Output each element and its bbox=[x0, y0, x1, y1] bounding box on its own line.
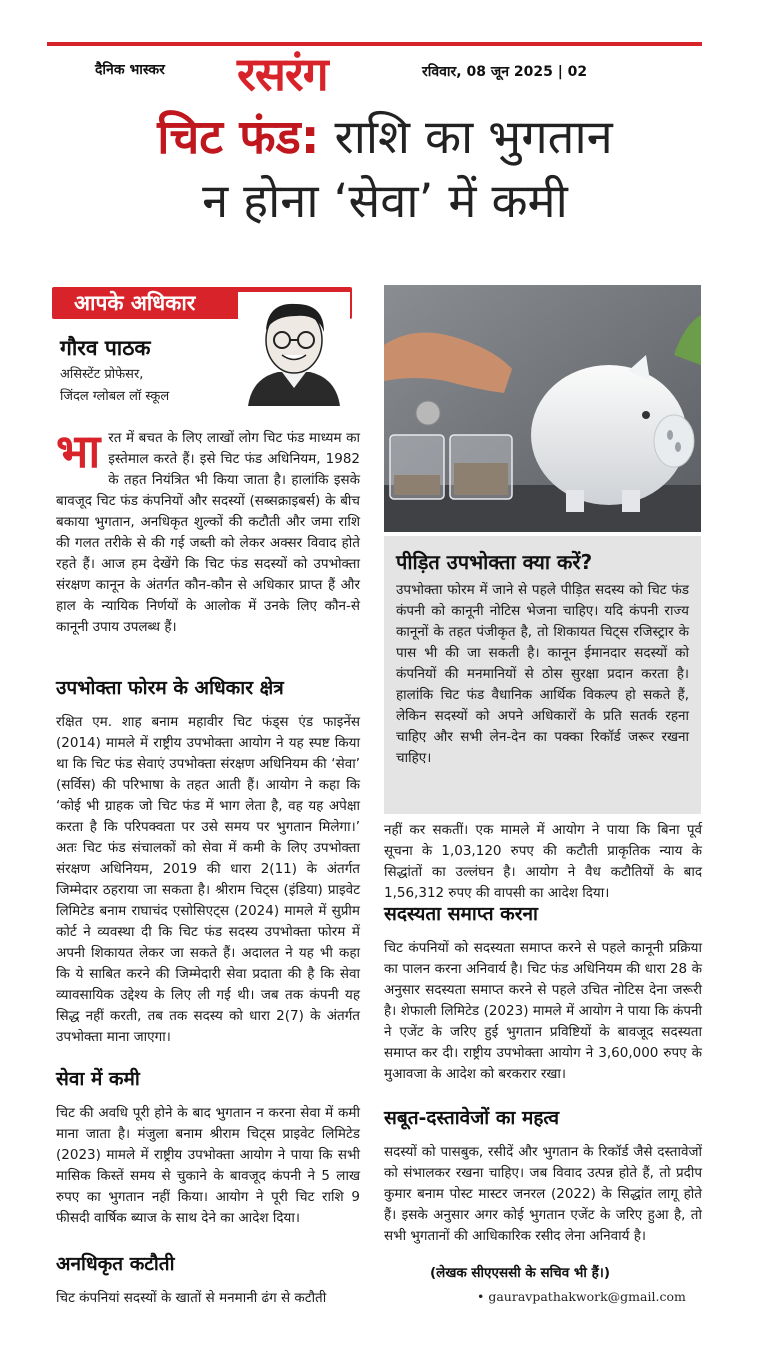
dropcap: भा bbox=[56, 424, 101, 478]
section-deduction-text: चिट कंपनियां सदस्यों के खातों से मनमानी ढंग से कटौती bbox=[56, 1290, 327, 1306]
headline-line-2: न होना ‘सेवा’ में कमी bbox=[202, 174, 568, 229]
section-membership-text: चिट कंपनियों को सदस्यता समाप्त करने से पहले कानूनी प्रक्रिया का पालन करना अनिवार्य है। चिट फंड अधिनियम की धारा 28 के अनुसार सदस्यता समाप्त करने से पहले उचित नोटिस देना जरूरी है। शेफाली लिमिटेड (2023) मामले में आयोग ने पाया कि कंपनी ने एजेंट के जरिए हुई भुगतान प्रविष्टियों के बावजूद सदस्यता समाप्त कर दी। राष्ट्रीय उपभोक्ता आयोग ने 3,60,000 रुपए के मुआवजा के आदेश को बरकरार रखा। bbox=[384, 940, 702, 1082]
intro-text: रत में बचत के लिए लाखों लोग चिट फंड माध्यम का इस्तेमाल करते हैं। इसे चिट फंड अधिनियम, 1982 के तहत नियंत्रित भी किया जाता है। हालांकि इसके बावजूद चिट फंड कंपनियों और सदस्यों (सब्सक्राइबर्स) के बीच बकाया भुगतान, अनधिकृत शुल्कों की कटौती और जमा राशि की गलत तरीके से की गई जब्ती को लेकर अक्सर विवाद होते रहते हैं। आज हम देखेंगे कि चिट फंड सदस्यों को उपभोक्ता संरक्षण कानून के अंतर्गत कौन-कौन से अधिकार प्राप्त हैं और हाल के न्यायिक निर्णयों के आलोक में उनके लिए कौन-से कानूनी उपाय उपलब्ध हैं। bbox=[56, 430, 360, 635]
column-tag-label: आपके अधिकार bbox=[74, 291, 196, 315]
author-portrait-icon bbox=[238, 292, 350, 406]
headline-rest: राशि का भुगतान bbox=[334, 110, 613, 165]
author-footnote: (लेखक सीएएससी के सचिव भी हैं।) bbox=[430, 1265, 611, 1281]
author-name: गौरव पाठक bbox=[60, 336, 151, 360]
paper-name: दैनिक भास्कर bbox=[95, 62, 165, 78]
section-heading-deficiency: सेवा में कमी bbox=[56, 1068, 140, 1090]
sidebar-box bbox=[384, 536, 701, 814]
section-heading-membership: सदस्यता समाप्त करना bbox=[384, 903, 538, 925]
section-forum-text: रक्षित एम. शाह बनाम महावीर चिट फंड्स एंड फाइनेंस (2014) मामले में राष्ट्रीय उपभोक्ता आयोग ने यह स्पष्ट किया था कि चिट फंड सेवाएं उपभोक्ता संरक्षण अधिनियम की ‘सेवा’ (सर्विस) की परिभाषा के तहत आती हैं। आयोग ने कहा कि ‘कोई भी ग्राहक जो चिट फंड में भाग लेता है, वह यह अपेक्षा करता है कि परिपक्वता पर उसे समय पर भुगतान मिलेगा।’ अतः चिट फंड संचालकों को सेवा में कमी के लिए उपभोक्ता संरक्षण अधिनियम, 2019 की धारा 2(11) के अंतर्गत जिम्मेदार ठहराया जा सकता है। श्रीराम चिट्स (इंडिया) प्राइवेट लिमिटेड बनाम राघाचंद एसोसिएट्स (2024) मामले में सुप्रीम कोर्ट ने व्यवस्था दी कि चिट फंड सदस्य उपभोक्ता फोरम में अपनी शिकायत लेकर जा सकते हैं। अदालत ने यह भी कहा कि ये साबित करने की जिम्मेदारी सेवा प्रदाता की है कि सेवा व्यावसायिक उद्देश्य के लिए ली गई थी। जब तक कंपनी यह सिद्ध नहीं करती, तब तक सदस्य को धारा 2(7) के अंतर्गत उपभोक्ता माना जाएगा। bbox=[56, 714, 360, 1045]
sidebar-text: उपभोक्ता फोरम में जाने से पहले पीड़ित सदस्य को चिट फंड कंपनी को कानूनी नोटिस भेजना चाहिए। यदि कंपनी राज्य कानूनों के तहत पंजीकृत है, तो शिकायत चिट्स रजिस्ट्रार के पास भी की जा सकती है। कानून ईमानदार सदस्यों को कंपनियों की मनमानियों से ठोस सुरक्षा प्रदान करता है। हालांकि चिट फंड वैधानिक आर्थिक विकल्प हो सकते हैं, लेकिन सदस्यों को अपने अधिकारों के प्रति सतर्क रहना चाहिए और सभी लेन-देन का पक्का रिकॉर्ड जरूर रखना चाहिए। bbox=[396, 582, 689, 766]
continuation-text: नहीं कर सकतीं। एक मामले में आयोग ने पाया कि बिना पूर्व सूचना के 1,03,120 रुपए की कटौती प्राकृतिक न्याय के सिद्धांतों का उल्लंघन है। आयोग ने वैध कटौतियों के बाद 1,56,312 रुपए की वापसी का आदेश दिया। bbox=[384, 822, 702, 901]
author-institution: जिंदल ग्लोबल लॉ स्कूल bbox=[60, 389, 170, 404]
masthead bbox=[47, 47, 702, 101]
dateline: रविवार, 08 जून 2025 | 02 bbox=[422, 64, 588, 80]
author-role: असिस्टेंट प्रोफेसर, bbox=[60, 367, 144, 382]
headline-red-part: चिट फंड: bbox=[157, 110, 320, 165]
intro-paragraph bbox=[56, 424, 360, 638]
masthead-rule bbox=[47, 42, 702, 46]
section-documents-text: सदस्यों को पासबुक, रसीदें और भुगतान के रिकॉर्ड जैसे दस्तावेजों को संभालकर रखना चाहिए। जब विवाद उत्पन्न होते हैं, तो प्रदीप कुमार बनाम पोस्ट मास्टर जनरल (2022) के सिद्धांत लागू होते हैं। इसके अनुसार अगर कोई भुगतान एजेंट के जरिए हुआ है, तो सभी भुगतानों की आधिकारिक रसीद लेना अनिवार्य है। bbox=[384, 1144, 702, 1244]
section-deficiency-text: चिट की अवधि पूरी होने के बाद भुगतान न करना सेवा में कमी माना जाता है। मंजुला बनाम श्रीराम चिट्स प्राइवेट लिमिटेड (2023) मामले में राष्ट्रीय उपभोक्ता आयोग ने पाया कि सभी मासिक किस्तें समय से चुकाने के बावजूद कंपनी ने 5 लाख रुपए का भुगतान नहीं किया। आयोग ने पूरी चिट राशि 9 फीसदी वार्षिक ब्याज के साथ देने का आदेश दिया। bbox=[56, 1105, 360, 1226]
section-logo: रसरंग bbox=[237, 47, 328, 101]
headline-line-1 bbox=[40, 106, 730, 170]
section-heading-deduction: अनधिकृत कटौती bbox=[56, 1253, 175, 1275]
author-email: • gauravpathakwork@gmail.com bbox=[477, 1289, 686, 1304]
piggy-bank-photo bbox=[384, 285, 701, 532]
section-heading-documents: सबूत-दस्तावेजों का महत्व bbox=[384, 1107, 560, 1129]
sidebar-title: पीड़ित उपभोक्ता क्या करें? bbox=[396, 550, 593, 574]
headline bbox=[40, 106, 730, 234]
section-heading-forum: उपभोक्ता फोरम के अधिकार क्षेत्र bbox=[56, 677, 284, 699]
